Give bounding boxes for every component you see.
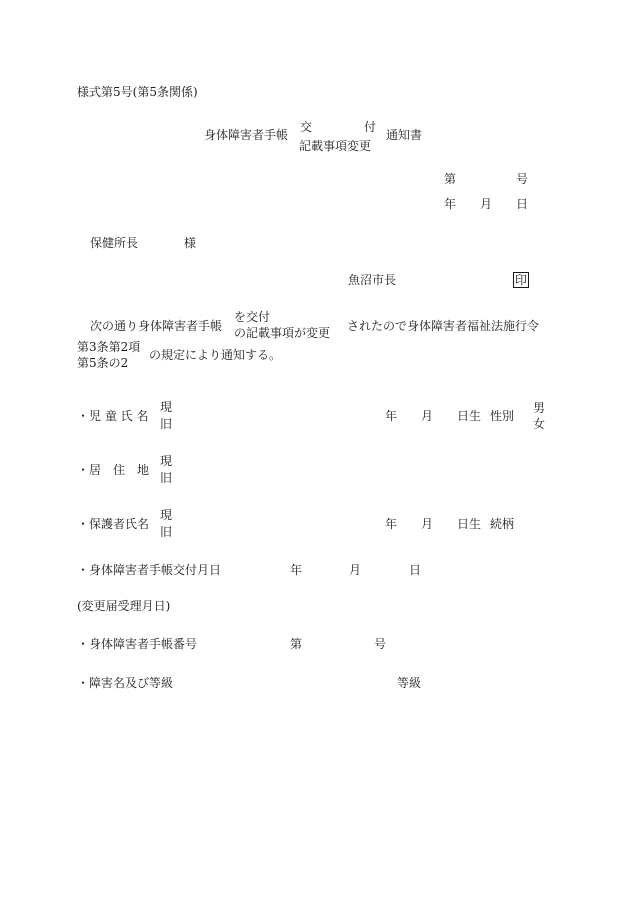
child-name-current: 現 [160,400,173,414]
addressee-name: 保健所長 [90,236,139,250]
doc-number-suffix: 号 [516,172,529,186]
intro-part1: 次の通り身体障害者手帳 [90,319,223,333]
intro-part3: の規定により通知する。 [149,348,282,362]
residence-label: ・居 住 地 [77,463,150,477]
book-number-label: ・身体障害者手帳番号 [77,637,198,651]
date-year: 年 [444,197,457,211]
book-number-prefix: 第 [290,637,303,651]
intro-article1: 第3条第2項 [77,340,141,354]
title-option-issue-left: 交 [300,120,313,134]
title-option-change: 記載事項変更 [299,139,372,153]
guardian-name-label: ・保護者氏名 [77,517,150,531]
form-id: 様式第5号(第5条関係) [77,85,198,99]
sender-name: 魚沼市長 [348,273,397,287]
title-main: 身体障害者手帳 [204,128,289,142]
residence-previous: 旧 [160,471,173,485]
intro-article2: 第5条の2 [77,356,129,370]
issue-date-day: 日 [409,563,422,577]
child-sex-label: 性別 [490,409,515,423]
disability-label: ・障害名及び等級 [77,676,174,690]
child-name-label: ・児 童 氏 名 [77,409,149,423]
child-sex-female: 女 [533,417,546,431]
book-number-suffix: 号 [374,637,387,651]
date-month: 月 [480,197,493,211]
child-birth-month: 月 [421,409,434,423]
guardian-current: 現 [160,508,173,522]
child-sex-male: 男 [533,401,546,415]
child-name-previous: 旧 [160,417,173,431]
addressee-honorific: 様 [184,236,197,250]
intro-option-change: の記載事項が変更 [234,326,331,340]
intro-part2: されたので身体障害者福祉法施行令 [347,319,540,333]
doc-number-prefix: 第 [444,172,457,186]
child-birth-year: 年 [385,409,398,423]
intro-option-issue: を交付 [234,310,271,324]
date-day: 日 [516,197,529,211]
issue-date-label: ・身体障害者手帳交付月日 [77,563,222,577]
issue-date-year: 年 [290,563,303,577]
guardian-relation-label: 続柄 [490,517,515,531]
issue-date-month: 月 [349,563,362,577]
guardian-birth-year: 年 [385,517,398,531]
residence-current: 現 [160,454,173,468]
seal-stamp-box: 印 [515,273,528,287]
title-option-issue-right: 付 [364,120,377,134]
child-birth-day: 日生 [457,409,482,423]
guardian-previous: 旧 [160,525,173,539]
title-suffix: 通知書 [386,128,423,142]
guardian-birth-month: 月 [421,517,434,531]
guardian-birth-day: 日生 [457,517,482,531]
disability-grade: 等級 [397,676,422,690]
change-received-note: (変更届受理月日) [77,599,171,613]
